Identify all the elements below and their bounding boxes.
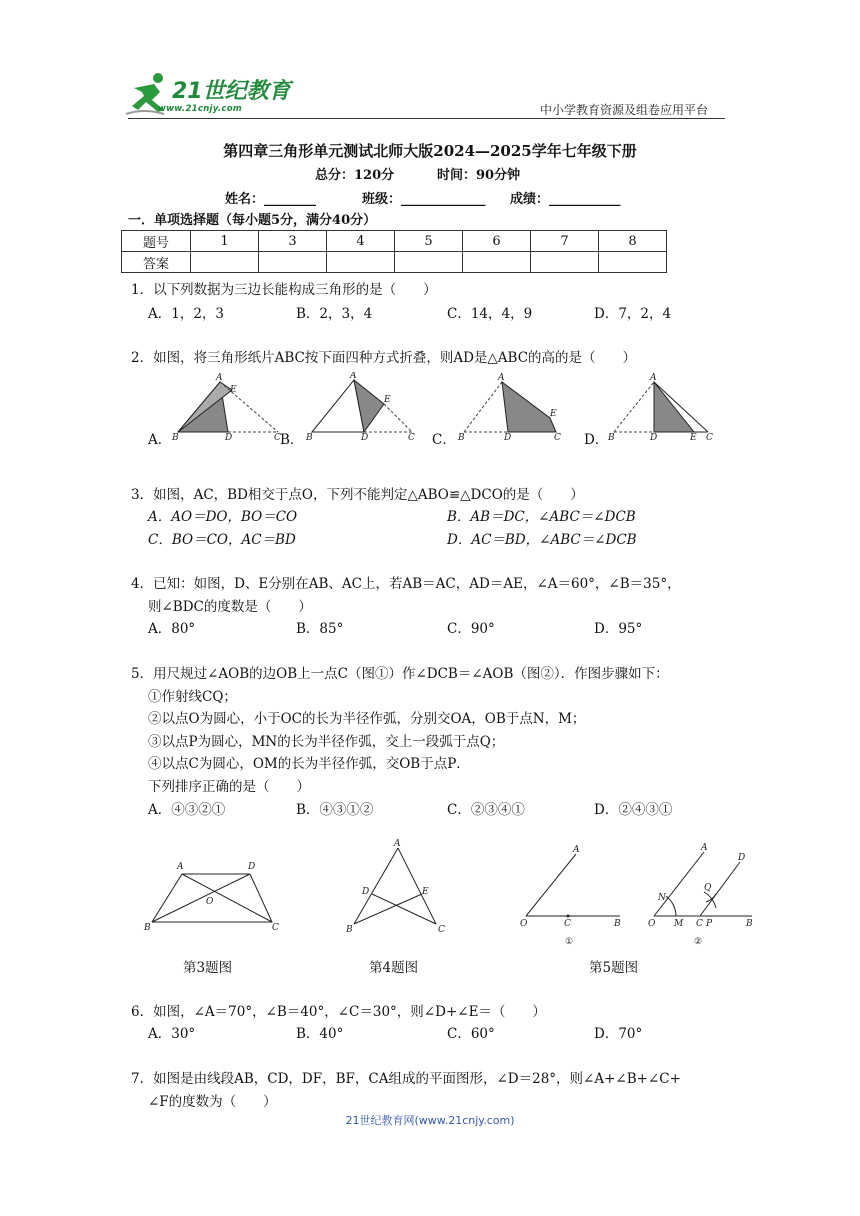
- q5-step-2: ②以点O为圆心，小于OC的长为半径作弧，分别交OA，OB于点N，M；: [148, 711, 586, 727]
- q6-option-c: C．60°: [447, 1026, 495, 1042]
- footer-link[interactable]: 21世纪教育网(www.21cnjy.com): [345, 1114, 515, 1127]
- answer-cell[interactable]: [191, 252, 259, 273]
- svg-text:O: O: [206, 897, 214, 907]
- svg-text:C: C: [564, 919, 571, 929]
- q3-option-b: B．AB＝DC，∠ABC＝∠DCB: [447, 509, 636, 525]
- total-score: 总分：120分: [315, 168, 395, 183]
- q2-label-b: B．: [280, 432, 304, 448]
- svg-text:E: E: [384, 395, 391, 405]
- table-cell: 5: [395, 231, 463, 252]
- grade-field: 成绩：___________: [510, 192, 621, 207]
- fig-label-circle2: ②: [694, 937, 703, 947]
- q1-option-d: D．7，2，4: [594, 306, 672, 322]
- svg-text:B: B: [346, 925, 353, 935]
- q3-option-c: C．BO＝CO，AC＝BD: [148, 532, 296, 548]
- exam-title: 第四章三角形单元测试北师大版2024—2025学年七年级下册: [223, 142, 637, 160]
- q5-figure-1: [516, 840, 626, 950]
- q1-option-b: B．2，3，4: [296, 306, 373, 322]
- svg-text:C: C: [696, 919, 703, 929]
- answer-cell[interactable]: [599, 252, 667, 273]
- svg-text:B: B: [458, 433, 465, 443]
- q1-stem: 1．以下列数据为三边长能构成三角形的是（ ）: [131, 282, 437, 298]
- svg-text:A: A: [650, 373, 657, 383]
- table-cell: 4: [327, 231, 395, 252]
- q6-option-a: A．30°: [148, 1026, 196, 1042]
- svg-text:D: D: [225, 433, 233, 443]
- q5-step-4: ④以点C为圆心，OM的长为半径作弧，交OB于点P．: [148, 756, 470, 772]
- exam-time: 时间：90分钟: [437, 168, 521, 183]
- svg-text:P: P: [706, 919, 713, 929]
- q2-label-d: D．: [584, 432, 609, 448]
- svg-text:C: C: [554, 433, 561, 443]
- svg-text:A: A: [394, 839, 401, 849]
- q5-option-a: A．④③②①: [148, 802, 226, 818]
- header-divider: [128, 118, 725, 119]
- q5-option-c: C．②③④①: [447, 802, 525, 818]
- svg-text:O: O: [520, 919, 528, 929]
- svg-text:A: A: [498, 373, 505, 383]
- q4-stem-line1: 4．已知：如图，D、E分别在AB、AC上，若AB＝AC，AD＝AE，∠A＝60°，∠B＝35°，: [131, 576, 681, 592]
- answer-cell[interactable]: [259, 252, 327, 273]
- svg-text:A: A: [177, 862, 184, 872]
- svg-text:M: M: [674, 919, 684, 929]
- logo-text: 21世纪教育: [172, 79, 291, 104]
- q2-stem: 2．如图，将三角形纸片ABC按下面四种方式折叠，则AD是△ABC的高的是（ ）: [131, 350, 637, 366]
- svg-text:A: A: [573, 845, 580, 855]
- svg-text:B: B: [614, 919, 621, 929]
- svg-text:D: D: [650, 433, 658, 443]
- q3-option-a: A．AO＝DO，BO＝CO: [148, 509, 298, 525]
- q6-stem: 6．如图，∠A＝70°，∠B＝40°，∠C＝30°，则∠D+∠E＝（ ）: [131, 1004, 546, 1020]
- svg-text:C: C: [408, 433, 415, 443]
- svg-text:C: C: [272, 923, 279, 933]
- q3-figure: [140, 852, 285, 934]
- q4-figure: [342, 838, 454, 938]
- table-cell: 7: [531, 231, 599, 252]
- q6-option-d: D．70°: [594, 1026, 643, 1042]
- section-heading: 一．单项选择题（每小题5分，满分40分）: [128, 213, 377, 228]
- q7-stem-line1: 7．如图是由线段AB，CD，DF，BF，CA组成的平面图形，∠D＝28°，则∠A+∠B+∠C+: [131, 1071, 681, 1087]
- svg-text:C: C: [438, 925, 445, 935]
- q6-option-b: B．40°: [296, 1026, 344, 1042]
- answer-table: [121, 230, 667, 273]
- answer-cell[interactable]: [327, 252, 395, 273]
- table-cell: 6: [463, 231, 531, 252]
- q4-figure-caption: 第4题图: [369, 960, 419, 976]
- q5-figure-caption: 第5题图: [589, 960, 639, 976]
- svg-text:B: B: [172, 433, 179, 443]
- svg-text:A: A: [350, 372, 357, 381]
- svg-text:E: E: [230, 385, 237, 395]
- svg-text:N: N: [658, 893, 666, 903]
- svg-text:A: A: [701, 843, 708, 853]
- logo-url: www.21cnjy.com: [158, 104, 242, 114]
- svg-text:Q: Q: [704, 883, 712, 893]
- svg-text:B: B: [306, 433, 313, 443]
- q5-option-b: B．④③①②: [296, 802, 374, 818]
- table-cell: 8: [599, 231, 667, 252]
- table-head-number: 题号: [122, 231, 191, 252]
- platform-name: 中小学教育资源及组卷应用平台: [540, 103, 709, 117]
- table-cell: 3: [259, 231, 327, 252]
- svg-text:D: D: [248, 862, 256, 872]
- q1-option-a: A．1，2，3: [148, 306, 225, 322]
- q5-stem: 5．用尺规过∠AOB的边OB上一点C（图①）作∠DCB＝∠AOB（图②）．作图步骤如下：: [131, 666, 669, 682]
- q1-option-c: C．14，4，9: [447, 306, 533, 322]
- svg-text:B: B: [608, 433, 615, 443]
- table-head-answer: 答案: [122, 252, 191, 273]
- q5-step-1: ①作射线CQ；: [148, 689, 237, 705]
- table-cell: 1: [191, 231, 259, 252]
- fig-label-circle1: ①: [565, 937, 574, 947]
- class-field: 班级：_____________: [362, 192, 486, 207]
- q2-figure-d: [606, 372, 721, 444]
- q2-label-a: A．: [148, 432, 172, 448]
- q2-figure-c: [456, 372, 571, 444]
- svg-text:D: D: [362, 887, 370, 897]
- q4-stem-line2: 则∠BDC的度数是（ ）: [148, 599, 312, 615]
- svg-text:D: D: [361, 433, 369, 443]
- q5-option-d: D．②④③①: [594, 802, 673, 818]
- q3-option-d: D．AC＝BD，∠ABC＝∠DCB: [447, 532, 637, 548]
- q4-option-a: A．80°: [148, 621, 196, 637]
- answer-cell[interactable]: [395, 252, 463, 273]
- svg-text:O: O: [648, 919, 656, 929]
- q2-figure-b: [304, 372, 419, 444]
- q2-label-c: C．: [432, 432, 456, 448]
- name-field: 姓名：________: [225, 192, 317, 207]
- svg-text:E: E: [690, 433, 697, 443]
- svg-text:B: B: [746, 919, 753, 929]
- svg-text:B: B: [144, 923, 151, 933]
- q3-figure-caption: 第3题图: [183, 960, 233, 976]
- q4-option-d: D．95°: [594, 621, 643, 637]
- q5-step-3: ③以点P为圆心，MN的长为半径作弧，交上一段弧于点Q；: [148, 734, 505, 750]
- svg-text:C: C: [274, 433, 281, 443]
- svg-text:D: D: [738, 853, 746, 863]
- logo: [124, 68, 294, 118]
- svg-text:C: C: [706, 433, 713, 443]
- q4-option-b: B．85°: [296, 621, 344, 637]
- q7-stem-line2: ∠F的度数为（ ）: [148, 1094, 277, 1110]
- svg-text:D: D: [504, 433, 512, 443]
- svg-text:A: A: [216, 373, 223, 383]
- svg-text:E: E: [550, 409, 557, 419]
- svg-text:E: E: [422, 887, 429, 897]
- q5-figure-2: [646, 840, 758, 950]
- q2-figure-a: [170, 372, 285, 444]
- answer-cell[interactable]: [463, 252, 531, 273]
- answer-cell[interactable]: [531, 252, 599, 273]
- q4-option-c: C．90°: [447, 621, 495, 637]
- q3-stem: 3．如图，AC，BD相交于点O，下列不能判定△ABO≌△DCO的是（ ）: [131, 487, 584, 503]
- q5-ask: 下列排序正确的是（ ）: [148, 779, 310, 795]
